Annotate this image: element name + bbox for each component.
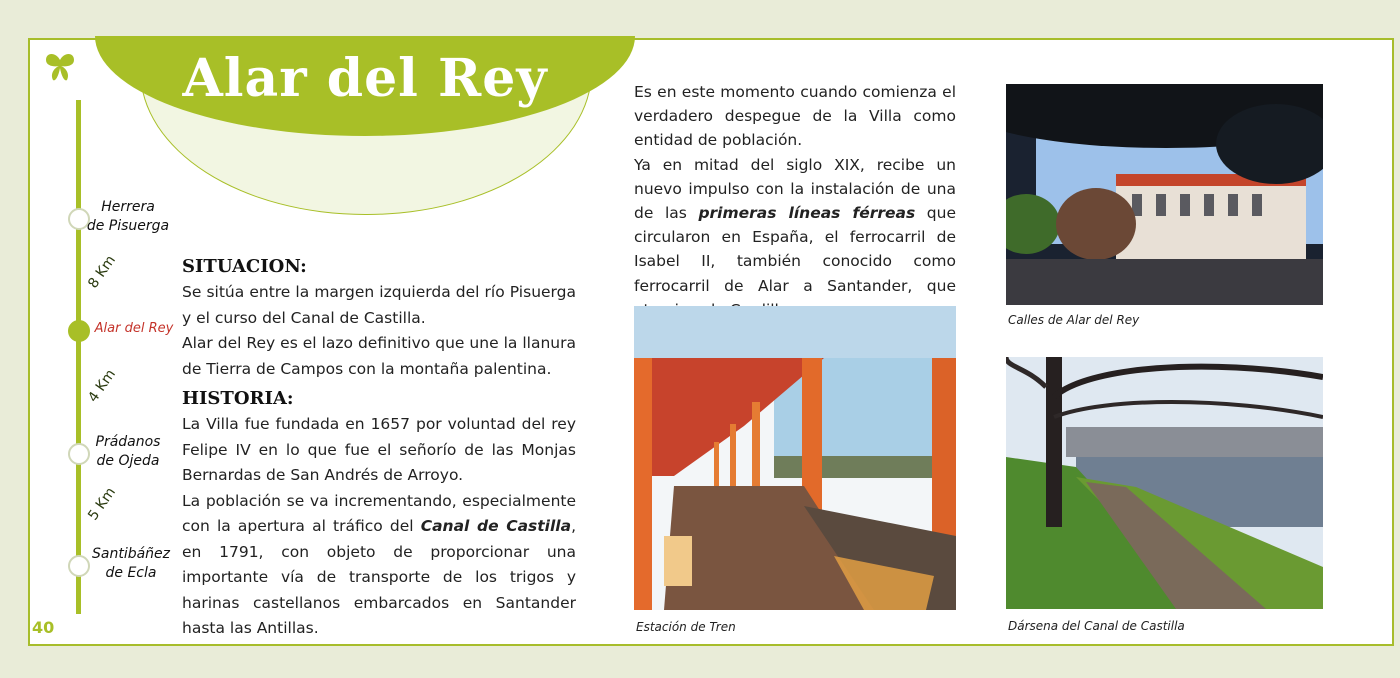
text-column-1 (182, 250, 576, 642)
station-caption: Estación de Tren (636, 620, 736, 634)
page-title: Alar del Rey (182, 48, 548, 109)
streets-caption: Calles de Alar del Rey (1008, 313, 1140, 327)
stop-label-santibanez: Santibáñez de Ecla (91, 546, 171, 581)
station-photo (634, 306, 956, 610)
distance-label-2: 4 Km (85, 366, 120, 406)
page-number: 40 (32, 618, 55, 637)
canal-caption: Dársena del Canal de Castilla (1008, 619, 1185, 633)
route-stop-santibanez (68, 555, 90, 577)
stop-label-alar: Alar del Rey (94, 321, 174, 336)
route-stop-alar (68, 320, 90, 342)
butterfly-icon (44, 52, 76, 82)
distance-label-3: 5 Km (85, 484, 120, 524)
historia-heading: HISTORIA: (182, 388, 294, 409)
canal-emphasis: Canal de Castilla (420, 517, 572, 535)
situacion-paragraph-1: Se sitúa entre la margen izquierda del río Pisuerga y el curso del Canal de Castilla. (182, 283, 576, 327)
canal-photo (1006, 357, 1323, 609)
stop-label-pradanos: Prádanos de Ojeda (95, 434, 161, 469)
column2-paragraph-1: Es en este momento cuando comienza el verdadero despegue de la Villa como entidad de población. (634, 83, 956, 150)
historia-paragraph-2: La población se va incrementando, especialmente con la apertura al tráfico del Canal de Castilla, en 1791, con objeto de proporcionar una importante vía de transporte de los trigos y harinas castellanos embarcados en Santander hasta las Antillas. (182, 491, 576, 637)
streets-photo (1006, 84, 1323, 305)
route-stop-pradanos (68, 443, 90, 465)
situacion-paragraph-2: Alar del Rey es el lazo definitivo que une la llanura de Tierra de Campos con la montaña palentina. (182, 334, 576, 378)
stop-label-herrera: Herrera de Pisuerga (86, 199, 170, 234)
text-column-2 (634, 80, 956, 322)
distance-label-1: 8 Km (85, 252, 120, 292)
column2-paragraph-2: Ya en mitad del siglo XIX, recibe un nuevo impulso con la instalación de una de las primeras líneas férreas que circularon en España, el ferrocarril de Isabel II, también conocido como ferrocarril de Alar a Santander, que (634, 155, 956, 295)
historia-paragraph-1: La Villa fue fundada en 1657 por voluntad del rey Felipe IV en lo que fue el señorío de las Monjas Bernardas de San Andrés de Arroyo. (182, 415, 576, 484)
situacion-heading: SITUACION: (182, 256, 307, 277)
route-line (76, 100, 81, 614)
railway-emphasis: primeras líneas férreas (698, 204, 916, 223)
